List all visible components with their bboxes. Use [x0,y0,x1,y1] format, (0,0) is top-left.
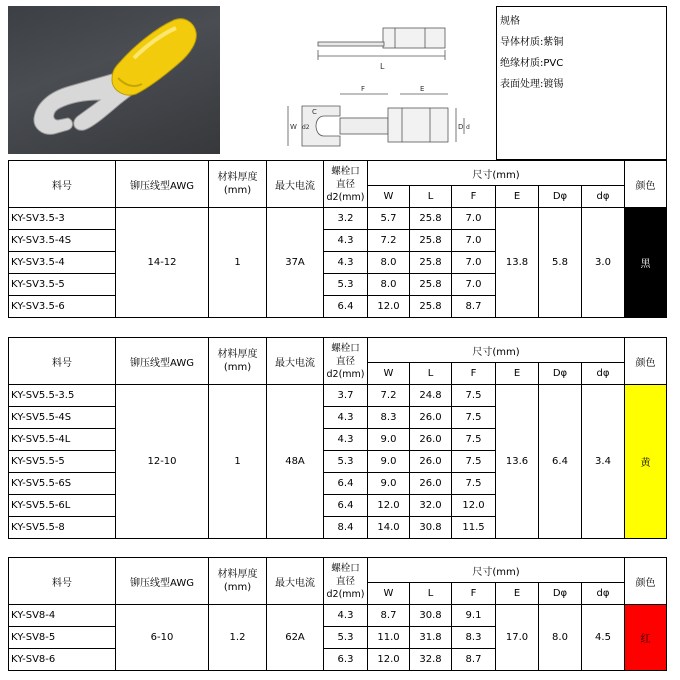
e-value: 13.8 [496,208,539,318]
l-value: 25.8 [410,274,452,296]
header-color: 颜色 [625,558,667,605]
d2-value: 6.4 [324,473,368,495]
table-row [9,208,667,230]
part-number: KY-SV5.5-6S [9,473,116,495]
current-value: 37A [267,208,324,318]
color-swatch: 红 [625,605,667,671]
w-value: 9.0 [368,451,410,473]
dim-label-D: D [458,123,464,131]
w-value: 11.0 [368,627,410,649]
product-header [8,6,667,160]
d2-value: 3.2 [324,208,368,230]
header-dimensions: 尺寸(mm) [368,338,625,363]
header-stud [324,558,368,605]
l-value: 31.8 [410,627,452,649]
l-value: 30.8 [410,605,452,627]
header-color: 颜色 [625,338,667,385]
header-part-no: 料号 [9,558,116,605]
header-e: E [496,583,539,605]
header-current: 最大电流 [267,161,324,208]
f-value: 12.0 [452,495,496,517]
d-outer-value: 5.8 [539,208,582,318]
header-part-no: 料号 [9,338,116,385]
d-outer-value: 6.4 [539,385,582,539]
header-current: 最大电流 [267,558,324,605]
f-value: 7.5 [452,407,496,429]
d2-value: 6.4 [324,495,368,517]
l-value: 32.0 [410,495,452,517]
part-number: KY-SV8-6 [9,649,116,671]
l-value: 25.8 [410,252,452,274]
header-thickness [209,338,267,385]
header-color: 颜色 [625,161,667,208]
side-view [318,28,445,60]
f-value: 9.1 [452,605,496,627]
table-row [9,385,667,407]
dim-label-W: W [290,123,297,131]
e-value: 17.0 [496,605,539,671]
header-awg: 铆压线型AWG [116,338,209,385]
spec-insulation: 绝缘材质:PVC [500,58,564,69]
header-d: Dφ [539,583,582,605]
header-line: 材料厚度 [217,172,258,183]
w-value: 8.0 [368,252,410,274]
dim-label-L: L [380,62,385,71]
top-view [288,94,464,146]
header-l: L [410,583,452,605]
header-dimensions: 尺寸(mm) [368,558,625,583]
header-w: W [368,363,410,385]
header-part-no: 料号 [9,161,116,208]
spec-conductor: 导体材质:紫铜 [500,37,564,48]
l-value: 25.8 [410,230,452,252]
header-f: F [452,363,496,385]
f-value: 8.7 [452,649,496,671]
header-line: 螺栓口 [331,165,360,177]
l-value: 24.8 [410,385,452,407]
part-number: KY-SV5.5-5 [9,451,116,473]
d2-value: 6.4 [324,296,368,318]
f-value: 7.0 [452,230,496,252]
w-value: 12.0 [368,649,410,671]
f-value: 7.0 [452,274,496,296]
part-number: KY-SV5.5-3.5 [9,385,116,407]
f-value: 7.0 [452,208,496,230]
header-line: 直径 [335,178,355,190]
header-awg: 铆压线型AWG [116,558,209,605]
part-number: KY-SV3.5-6 [9,296,116,318]
l-value: 25.8 [410,296,452,318]
spec-box [496,6,667,160]
fork-terminal-image [8,6,220,154]
l-value: 25.8 [410,208,452,230]
product-photo [8,6,220,154]
header-current: 最大电流 [267,338,324,385]
header-line: 材料厚度 [217,569,258,580]
f-value: 7.5 [452,429,496,451]
w-value: 7.2 [368,230,410,252]
header-l: L [410,186,452,208]
d-inner-value: 3.0 [582,208,625,318]
part-number: KY-SV5.5-4S [9,407,116,429]
part-number: KY-SV3.5-4S [9,230,116,252]
header-w: W [368,186,410,208]
table-row [9,605,667,627]
part-number: KY-SV5.5-8 [9,517,116,539]
part-number: KY-SV3.5-5 [9,274,116,296]
header-d: Dφ [539,363,582,385]
spec-title: 规格 [500,16,520,27]
header-dimensions: 尺寸(mm) [368,161,625,186]
l-value: 26.0 [410,429,452,451]
spec-surface: 表面处理:镀锡 [500,79,564,90]
part-number: KY-SV3.5-4 [9,252,116,274]
part-number: KY-SV3.5-3 [9,208,116,230]
d2-value: 8.4 [324,517,368,539]
header-line: 直径 [335,575,355,587]
dim-label-F: F [361,85,366,93]
spec-table-2 [8,337,667,539]
w-value: 12.0 [368,296,410,318]
f-value: 11.5 [452,517,496,539]
header-line: (mm) [223,582,252,593]
part-number: KY-SV8-4 [9,605,116,627]
d2-value: 4.3 [324,407,368,429]
header-stud [324,338,368,385]
part-number: KY-SV8-5 [9,627,116,649]
header-d: dφ [582,583,625,605]
dim-label-E: E [420,85,425,93]
d2-value: 3.7 [324,385,368,407]
header-line: (mm) [223,362,252,373]
l-value: 30.8 [410,517,452,539]
part-number: KY-SV5.5-4L [9,429,116,451]
w-value: 9.0 [368,473,410,495]
header-line: d2(mm) [326,368,365,380]
f-value: 7.0 [452,252,496,274]
w-value: 9.0 [368,429,410,451]
thickness-value: 1.2 [209,605,267,671]
w-value: 8.3 [368,407,410,429]
header-f: F [452,186,496,208]
f-value: 8.3 [452,627,496,649]
awg-value: 12-10 [116,385,209,539]
header-w: W [368,583,410,605]
awg-value: 14-12 [116,208,209,318]
header-line: 螺栓口 [331,562,360,574]
header-line: d2(mm) [326,191,365,203]
part-number: KY-SV5.5-6L [9,495,116,517]
dimension-drawing [220,6,501,160]
current-value: 48A [267,385,324,539]
header-stud [324,161,368,208]
f-value: 8.7 [452,296,496,318]
current-value: 62A [267,605,324,671]
d2-value: 6.3 [324,649,368,671]
d2-value: 5.3 [324,627,368,649]
d-outer-value: 8.0 [539,605,582,671]
header-l: L [410,363,452,385]
header-thickness [209,558,267,605]
d-inner-value: 3.4 [582,385,625,539]
thickness-value: 1 [209,385,267,539]
header-d: dφ [582,363,625,385]
w-value: 14.0 [368,517,410,539]
w-value: 7.2 [368,385,410,407]
header-line: (mm) [223,185,252,196]
w-value: 8.0 [368,274,410,296]
d2-value: 4.3 [324,429,368,451]
l-value: 26.0 [410,451,452,473]
dim-label-d: d [466,124,470,131]
header-e: E [496,186,539,208]
dim-label-C: C [312,108,317,116]
dim-label-d2: d2 [302,124,310,131]
thickness-value: 1 [209,208,267,318]
w-value: 5.7 [368,208,410,230]
f-value: 7.5 [452,385,496,407]
w-value: 8.7 [368,605,410,627]
d2-value: 4.3 [324,252,368,274]
l-value: 26.0 [410,473,452,495]
color-swatch: 黄 [625,385,667,539]
f-value: 7.5 [452,451,496,473]
header-d: Dφ [539,186,582,208]
spec-table-3 [8,557,667,671]
l-value: 32.8 [410,649,452,671]
e-value: 13.6 [496,385,539,539]
header-e: E [496,363,539,385]
awg-value: 6-10 [116,605,209,671]
d2-value: 4.3 [324,605,368,627]
header-line: 直径 [335,355,355,367]
d2-value: 5.3 [324,451,368,473]
d-inner-value: 4.5 [582,605,625,671]
d2-value: 5.3 [324,274,368,296]
l-value: 26.0 [410,407,452,429]
header-line: d2(mm) [326,588,365,600]
header-line: 螺栓口 [331,342,360,354]
f-value: 7.5 [452,473,496,495]
w-value: 12.0 [368,495,410,517]
header-f: F [452,583,496,605]
header-thickness [209,161,267,208]
spec-table-1 [8,160,667,318]
header-line: 材料厚度 [217,349,258,360]
d2-value: 4.3 [324,230,368,252]
color-swatch: 黑 [625,208,667,318]
header-d: dφ [582,186,625,208]
header-awg: 铆压线型AWG [116,161,209,208]
